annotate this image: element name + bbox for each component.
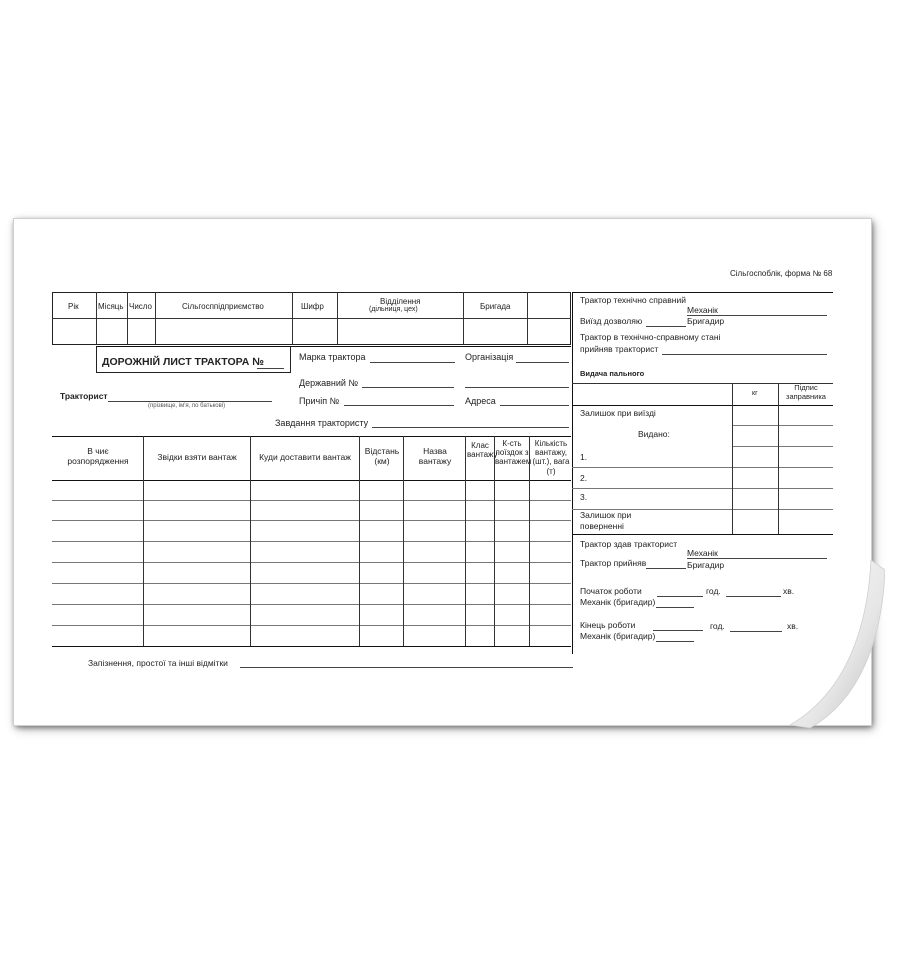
year-label: Рік	[68, 302, 79, 311]
handed-label: Трактор здав тракторист	[580, 539, 678, 549]
start-hours-label: год.	[706, 586, 721, 596]
start-minutes-label: хв.	[783, 586, 795, 596]
month-label: Місяць	[98, 302, 124, 311]
brigadier2-label: Бригадир	[687, 560, 725, 570]
col-trips: К-сть поїздок з вантажем	[495, 439, 532, 467]
address-label: Адреса	[465, 396, 496, 406]
organization-label: Організація	[465, 352, 514, 362]
accepted-line1: Трактор в технічно-справному стані	[580, 332, 721, 342]
notes-label: Запізнення, простої та інші відмітки	[88, 658, 228, 668]
trailer-number-label: Причіп №	[299, 396, 340, 406]
department-sub-label: (дільниця, цех)	[369, 306, 418, 313]
issue-row-1: 1.	[580, 452, 588, 462]
col-distance: Відстань (км)	[364, 446, 400, 466]
sign-line2: заправника	[786, 392, 826, 401]
driver-hint: (прізвище, ім'я, по батькові)	[148, 403, 226, 409]
start-work-label: Початок роботи	[580, 586, 642, 596]
col-quantity: Кількість вантажу, (шт.), вага (т)	[532, 439, 570, 476]
end-hours-label: год.	[710, 621, 725, 631]
end-mech-label: Механік (бригадир)	[580, 631, 656, 641]
end-minutes-label: хв.	[787, 621, 799, 631]
remaining-return-1: Залишок при	[580, 510, 632, 520]
state-number-label: Державний №	[299, 378, 359, 388]
brigadier-label: Бригадир	[687, 316, 725, 326]
accepted-line2: прийняв тракторист	[580, 344, 659, 354]
issue-row-2: 2.	[580, 473, 588, 483]
received-label: Трактор прийняв	[580, 558, 647, 568]
brigade-label: Бригада	[480, 302, 511, 311]
day-label: Число	[129, 302, 153, 311]
code-label: Шифр	[301, 302, 324, 311]
document-title: ДОРОЖНІЙ ЛИСТ ТРАКТОРА №	[102, 356, 264, 368]
start-mech-label: Механік (бригадир)	[580, 597, 656, 607]
sign-line1: Підпис	[794, 383, 818, 392]
driver-label: Тракторист	[60, 391, 108, 401]
department-label: Відділення	[380, 297, 421, 306]
mechanic2-label: Механік	[687, 548, 718, 558]
kg-label: кг	[752, 390, 758, 397]
form-code: Сільгоспоблік, форма № 68	[730, 269, 833, 278]
remaining-exit-label: Залишок при виїзді	[580, 408, 656, 418]
page-curl	[790, 560, 885, 730]
tractor-ok-label: Трактор технічно справний	[580, 295, 686, 305]
task-label: Завдання трактористу	[275, 418, 369, 428]
col-assignee: В чиє розпорядження	[67, 446, 129, 466]
col-to: Куди доставити вантаж	[259, 452, 351, 462]
end-work-label: Кінець роботи	[580, 620, 636, 630]
fuel-title: Видача пального	[580, 369, 645, 378]
col-from: Звідки взяти вантаж	[157, 452, 237, 462]
enterprise-label: Сільгосппідприємство	[182, 302, 264, 311]
col-cargo-name: Назва вантажу	[418, 446, 452, 466]
mechanic-label: Механік	[687, 305, 718, 315]
issued-label: Видано:	[638, 429, 670, 439]
issue-row-3: 3.	[580, 492, 588, 502]
exit-allowed-label: Виїзд дозволяю	[580, 316, 643, 326]
tractor-brand-label: Марка трактора	[299, 352, 366, 362]
col-cargo-class: Клас вантажу	[467, 441, 498, 460]
remaining-return-2: поверненні	[580, 521, 624, 531]
